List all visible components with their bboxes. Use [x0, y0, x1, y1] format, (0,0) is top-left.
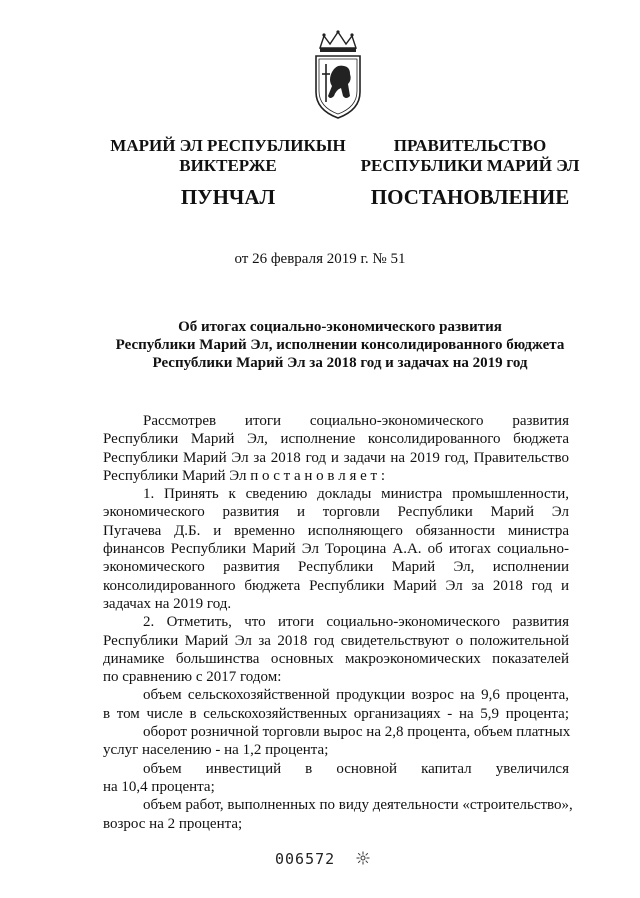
title-line: Республики Марий Эл, исполнении консолидированного бюджета [115, 337, 565, 353]
body-line: Рассмотрев итоги социально-экономического развития [143, 413, 569, 429]
coat-of-arms-emblem [310, 30, 366, 122]
header-right-line2: РЕСПУБЛИКИ МАРИЙ ЭЛ [360, 156, 580, 175]
body-line: 1. Принять к сведению доклады министра промышленности, [143, 486, 569, 503]
body-line: консолидированного бюджета Республики Марий Эл за 2018 год и [103, 577, 569, 594]
body-line: экономического развития и торговли Республики Марий Эл [103, 504, 569, 521]
body-line: в том числе в сельскохозяйственных организациях - на 5,9 процента; [103, 705, 569, 722]
header-right [340, 136, 600, 210]
header-right-doc-type: ПОСТАНОВЛЕНИЕ [370, 185, 570, 209]
body-line: задачах на 2019 год. [103, 595, 232, 612]
title-line: Об итогах социально-экономического развития [178, 319, 502, 335]
body-line: объем работ, выполненных по виду деятельности «строительство», [143, 797, 573, 814]
header-left-line2: ВИКТЕРЖЕ [179, 156, 277, 175]
body-line: Республики Марий Эл за 2018 год и задачи на 2019 год, Правительство [103, 449, 569, 466]
document-title [80, 318, 600, 372]
body-line: Республики Марий Эл, исполнение консолидированного бюджета [103, 431, 569, 448]
body-line: динамике большинства основных макроэкономических показателей [103, 650, 569, 667]
body-line: финансов Республики Марий Эл Тороцина А.А. об итогах социально- [103, 541, 569, 558]
body-line: Республики Марий Эл за 2018 год свидетельствуют о положительной [103, 632, 569, 649]
document-body [103, 412, 573, 833]
title-line: Республики Марий Эл за 2018 год и задачах на 2019 год [152, 355, 528, 371]
header-left-doc-type: ПУНЧАЛ [180, 185, 276, 209]
body-line: 2. Отметить, что итоги социально-экономического развития [143, 614, 569, 631]
form-serial-number: 006572 [275, 850, 336, 868]
body-line: по сравнению с 2017 годом: [103, 669, 282, 686]
body-line: на 10,4 процента; [103, 778, 215, 795]
body-line: Республики Марий Эл п о с т а н о в л я е т : [103, 467, 386, 484]
header-left-line1: МАРИЙ ЭЛ РЕСПУБЛИКЫН [110, 136, 346, 155]
header-right-line1: ПРАВИТЕЛЬСТВО [393, 136, 547, 155]
body-line: экономического развития Республики Марий Эл, исполнении [103, 559, 569, 576]
body-line: оборот розничной торговли вырос на 2,8 процента, объем платных [143, 724, 571, 741]
body-line: услуг населению - на 1,2 процента; [103, 742, 329, 759]
ornament-icon [356, 851, 370, 865]
header-left [98, 136, 358, 210]
document-date-number: от 26 февраля 2019 г. № 51 [234, 251, 406, 267]
body-line: возрос на 2 процента; [103, 815, 243, 832]
body-line: объем сельскохозяйственной продукции возрос на 9,6 процента, [143, 687, 569, 704]
body-line: Пугачева Д.Б. и временно исполняющего обязанности министра [103, 522, 569, 539]
body-line: объем инвестиций в основной капитал увеличился [143, 760, 569, 777]
